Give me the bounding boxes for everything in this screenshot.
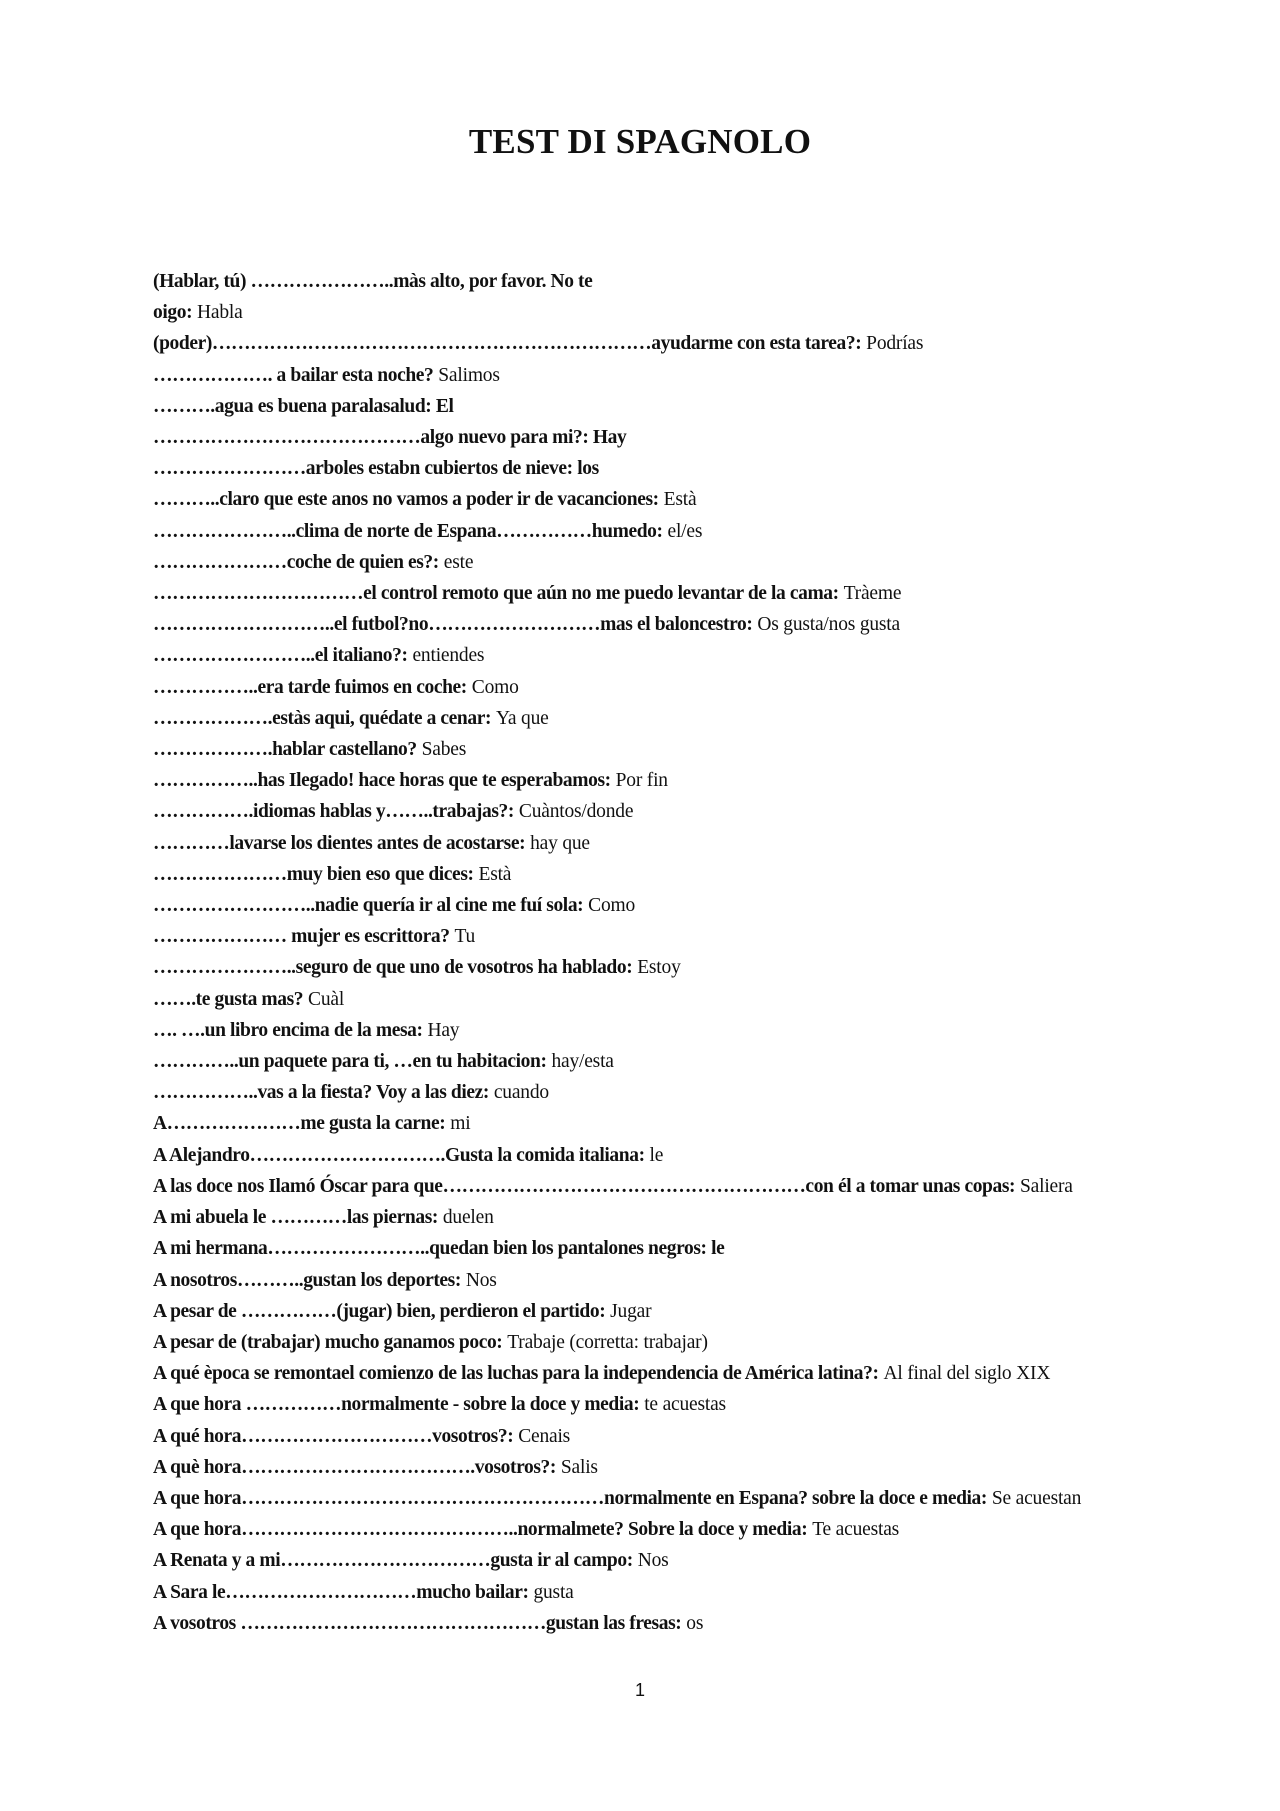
question-line [153, 1265, 1143, 1296]
question-line [153, 1483, 1143, 1514]
question-text: …………..un paquete para ti, …en tu habitacion: [153, 1051, 547, 1073]
question-line [153, 1296, 1143, 1327]
question-line [153, 828, 1143, 859]
question-text: A vosotros …………………………………………gustan las fresas: [153, 1612, 682, 1634]
question-text: A nosotros………..gustan los deportes: [153, 1269, 461, 1291]
question-text: A qué època se remontael comienzo de las luchas para la independencia de América latina?: [153, 1363, 879, 1385]
question-list [153, 266, 1143, 1639]
question-text: A que hora ……………normalmente - sobre la doce y media: [153, 1394, 640, 1416]
question-line [153, 1077, 1143, 1108]
answer-text: Estoy [637, 957, 681, 979]
page-title: TEST DI SPAGNOLO [468, 122, 812, 161]
question-line [153, 1202, 1143, 1233]
question-text: A qué hora…………………………vosotros?: [153, 1425, 514, 1447]
answer-text: Os gusta/nos gusta [757, 614, 900, 636]
question-text: ……………….estàs aqui, quédate a cenar: [153, 707, 492, 729]
answer-text: Nos [637, 1550, 669, 1572]
answer-text: os [686, 1612, 704, 1634]
question-text: A pesar de (trabajar) mucho ganamos poco: [153, 1331, 503, 1353]
question-line [153, 360, 1143, 391]
question-line [153, 672, 1143, 703]
question-line [153, 703, 1143, 734]
question-line [153, 1015, 1143, 1046]
answer-text: hay que [530, 832, 590, 854]
answer-text: Està [478, 863, 512, 885]
answer-text: Salimos [438, 364, 500, 386]
question-text: ……………..era tarde fuimos en coche: [153, 676, 467, 698]
question-text: ……….agua es buena paralasalud: El [153, 395, 454, 417]
question-line [153, 297, 1143, 328]
question-text: A las doce nos Ilamó Óscar para que…………………………………………………con él a tomar unas copas: [153, 1175, 1016, 1197]
question-line [153, 1171, 1143, 1202]
answer-text: Cenais [518, 1425, 571, 1447]
answer-text: Trabaje (corretta: trabajar) [507, 1331, 708, 1353]
question-line [153, 1327, 1143, 1358]
question-text: A que hora…………………………………………………normalmente en Espana? sobre la doce e media: [153, 1487, 987, 1509]
answer-text: gusta [533, 1581, 574, 1603]
page-number: 1 [634, 1680, 645, 1700]
question-line [153, 1358, 1143, 1389]
question-text: …………………muy bien eso que dices: [153, 863, 474, 885]
question-line [153, 1514, 1143, 1545]
question-line [153, 578, 1143, 609]
question-line [153, 890, 1143, 921]
question-line [153, 1421, 1143, 1452]
answer-text: duelen [442, 1207, 494, 1229]
question-line [153, 1233, 1143, 1264]
question-text: ………..claro que este anos no vamos a poder ir de vacanciones: [153, 489, 659, 511]
question-text: A Sara le…………………………mucho bailar: [153, 1581, 529, 1603]
answer-text: le [649, 1144, 664, 1166]
question-text: A…………………me gusta la carne: [153, 1113, 446, 1135]
question-line [153, 1140, 1143, 1171]
answer-text: hay/esta [551, 1051, 614, 1073]
question-line [153, 734, 1143, 765]
question-line [153, 796, 1143, 827]
answer-text: Tu [454, 926, 476, 948]
question-text: …………lavarse los dientes antes de acostarse: [153, 832, 526, 854]
answer-text: Jugar [610, 1300, 652, 1322]
answer-text: entiendes [412, 645, 485, 667]
question-text: A Alejandro………………………….Gusta la comida italiana: [153, 1144, 645, 1166]
answer-text: Salis [560, 1456, 598, 1478]
question-text: (Hablar, tú) …………………..màs alto, por favor. No te [153, 271, 593, 292]
question-text: A mi hermana……………………..quedan bien los pantalones negros: le [153, 1238, 725, 1260]
answer-text: Hay [427, 1019, 460, 1041]
answer-text: Se acuestan [991, 1487, 1082, 1509]
question-text: …. ….un libro encima de la mesa: [153, 1019, 423, 1041]
answer-text: Està [663, 489, 697, 511]
answer-text: este [443, 551, 474, 573]
answer-text: Habla [197, 302, 243, 324]
question-line [153, 391, 1143, 422]
answer-text: Cuàl [308, 988, 345, 1010]
question-text: ……………………arboles estabn cubiertos de nieve: los [153, 458, 599, 480]
question-text: ………………. a bailar esta noche? [153, 364, 434, 386]
question-line [153, 859, 1143, 890]
answer-text: Podrías [866, 333, 924, 355]
question-line [153, 266, 1143, 297]
question-line [153, 1545, 1143, 1576]
question-text: ……………..vas a la fiesta? Voy a las diez: [153, 1082, 489, 1104]
answer-text: Nos [465, 1269, 497, 1291]
answer-text: Saliera [1020, 1175, 1073, 1197]
question-text: ……………………..nadie quería ir al cine me fuí sola: [153, 895, 584, 917]
question-text: …………………..clima de norte de Espana……………humedo: [153, 520, 663, 542]
question-text: ……………….hablar castellano? [153, 739, 417, 761]
answer-text: Como [471, 676, 519, 698]
question-text: A mi abuela le …………las piernas: [153, 1207, 438, 1229]
answer-text: Ya que [495, 707, 549, 729]
question-text: …………….idiomas hablas y……..trabajas?: [153, 801, 515, 823]
question-line [153, 640, 1143, 671]
question-text: …………………coche de quien es?: [153, 551, 439, 573]
answer-text: Cuàntos/donde [518, 801, 634, 823]
answer-text: el/es [667, 520, 703, 542]
question-line [153, 484, 1143, 515]
question-text: A Renata y a mi……………………………gusta ir al campo: [153, 1550, 633, 1572]
answer-text: te acuestas [644, 1394, 726, 1416]
question-text: ……………………………el control remoto que aún no me puedo levantar de la cama: [153, 583, 839, 605]
answer-text: Te acuestas [812, 1519, 900, 1541]
question-text: (poder)……………………………………………………………ayudarme con esta tarea?: [153, 333, 862, 355]
answer-text: Al final del siglo XIX [883, 1363, 1051, 1385]
question-line [153, 547, 1143, 578]
question-line [153, 984, 1143, 1015]
question-line [153, 453, 1143, 484]
question-line [153, 1046, 1143, 1077]
question-line [153, 1108, 1143, 1139]
question-line [153, 422, 1143, 453]
question-text: ……………………………………algo nuevo para mi?: Hay [153, 427, 627, 449]
question-line [153, 921, 1143, 952]
question-line [153, 765, 1143, 796]
answer-text: Tràeme [843, 583, 902, 605]
question-text: …….te gusta mas? [153, 988, 304, 1010]
answer-text: cuando [493, 1082, 549, 1104]
question-line [153, 516, 1143, 547]
answer-text: Sabes [421, 739, 467, 761]
question-text: A pesar de ……………(jugar) bien, perdieron el partido: [153, 1300, 606, 1322]
question-line [153, 328, 1143, 359]
question-text: ………………………..el futbol?no………………………mas el baloncestro: [153, 614, 753, 636]
question-text: oigo: [153, 302, 193, 324]
question-text: A què hora……………………………….vosotros?: [153, 1456, 556, 1478]
question-text: …………………..seguro de que uno de vosotros ha hablado: [153, 957, 633, 979]
question-line [153, 1389, 1143, 1420]
answer-text: mi [450, 1113, 471, 1135]
answer-text: Como [588, 895, 636, 917]
question-text: ……………..has Ilegado! hace horas que te esperabamos: [153, 770, 611, 792]
question-line [153, 952, 1143, 983]
question-text: ………………… mujer es escrittora? [153, 926, 450, 948]
question-line [153, 609, 1143, 640]
question-line [153, 1608, 1143, 1639]
question-line [153, 1452, 1143, 1483]
question-line [153, 1577, 1143, 1608]
question-text: A que hora……………………………………..normalmete? Sobre la doce y media: [153, 1519, 808, 1541]
answer-text: Por fin [615, 770, 668, 792]
question-text: ……………………..el italiano?: [153, 645, 408, 667]
